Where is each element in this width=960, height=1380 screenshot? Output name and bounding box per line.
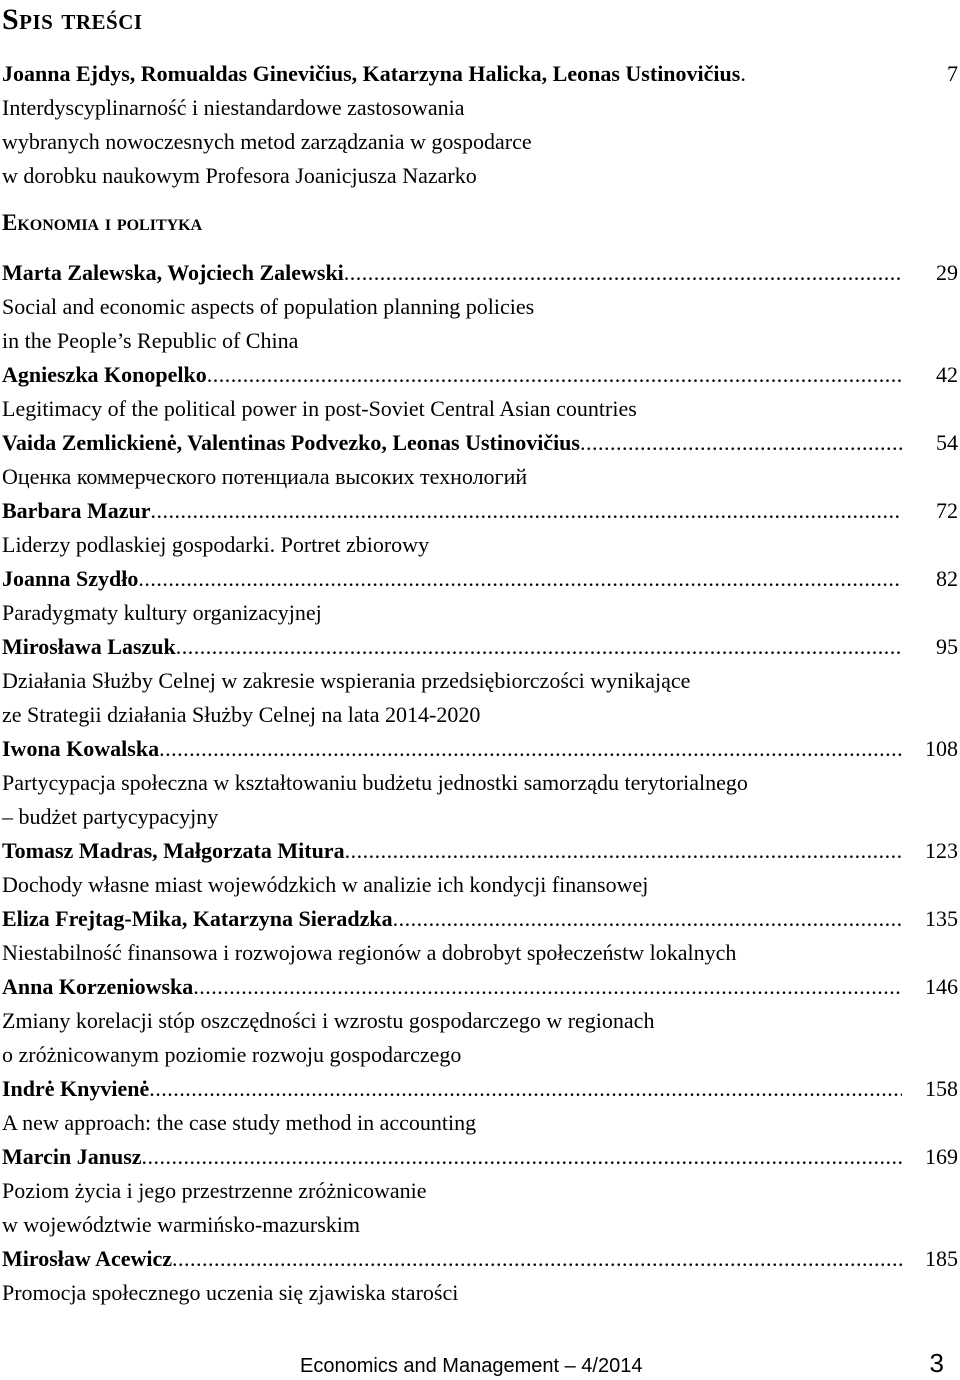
toc-title-line: in the People’s Republic of China: [2, 328, 299, 353]
toc-page-number: 169: [925, 1144, 958, 1169]
toc-title-line: Оценка коммерческого потенциала высоких технологий: [2, 464, 528, 489]
toc-leader: [393, 902, 902, 936]
toc-author-line: [2, 426, 958, 460]
toc-leader: [345, 834, 902, 868]
toc-title-line: Social and economic aspects of population planning policies: [2, 294, 535, 319]
toc-leader: [159, 732, 902, 766]
toc-author-line: [2, 1072, 958, 1106]
toc-title-line: Interdyscyplinarność i niestandardowe zastosowania: [2, 95, 465, 120]
toc-author-line: [2, 562, 958, 596]
toc-author: Indrė Knyvienė: [2, 1076, 150, 1101]
toc-author: Joanna Ejdys, Romualdas Ginevičius, Katarzyna Halicka, Leonas Ustinovičius: [2, 61, 741, 86]
toc-title-line: Zmiany korelacji stóp oszczędności i wzrostu gospodarczego w regionach: [2, 1008, 655, 1033]
toc-author: Vaida Zemlickienė, Valentinas Podvezko, Leonas Ustinovičius: [2, 430, 580, 455]
toc-leader: [580, 426, 902, 460]
toc-title-line: Dochody własne miast wojewódzkich w analizie ich kondycji finansowej: [2, 872, 649, 897]
toc-title-line: wybranych nowoczesnych metod zarządzania w gospodarce: [2, 129, 532, 154]
toc-author-line: [2, 732, 958, 766]
toc-author: Iwona Kowalska: [2, 736, 160, 761]
toc-leader: [193, 970, 902, 1004]
toc-author-line: [2, 970, 958, 1004]
toc-title-line: Działania Służby Celnej w zakresie wspierania przedsiębiorczości wynikające: [2, 668, 691, 693]
toc-author: Agnieszka Konopelko: [2, 362, 207, 387]
toc-title-line: w dorobku naukowym Profesora Joanicjusza Nazarko: [2, 163, 477, 188]
toc-page-number: 158: [925, 1076, 958, 1101]
toc-page-number: 146: [925, 974, 958, 999]
toc-author-line: [2, 494, 958, 528]
toc-title-line: o zróżnicowanym poziomie rozwoju gospodarczego: [2, 1042, 462, 1067]
toc-title-line: Promocja społecznego uczenia się zjawiska starości: [2, 1280, 459, 1305]
toc-page-number: 95: [936, 634, 958, 659]
toc-title-line: – budżet partycypacyjny: [2, 804, 219, 829]
page-footer: [300, 1348, 956, 1378]
footer-journal: Economics and Management – 4/2014: [300, 1355, 643, 1377]
toc-page-number: 42: [936, 362, 958, 387]
toc-leader: [150, 494, 902, 528]
toc-page-number: 108: [925, 736, 958, 761]
toc-author-line: [2, 57, 958, 91]
toc-author: Mirosław Acewicz: [2, 1246, 173, 1271]
toc-author-line: [2, 358, 958, 392]
section-heading: Ekonomia i polityka: [2, 210, 203, 235]
toc-page-number: 54: [936, 430, 958, 455]
toc-title-line: ze Strategii działania Służby Celnej na lata 2014-2020: [2, 702, 481, 727]
toc-page-number: 123: [925, 838, 958, 863]
toc-author-line: [2, 1140, 958, 1174]
toc-author-line: [2, 256, 958, 290]
page-title: Spis treści: [2, 3, 143, 36]
toc-leader: [207, 358, 902, 392]
toc-author: Mirosława Laszuk: [2, 634, 176, 659]
toc-author: Anna Korzeniowska: [2, 974, 194, 999]
toc-title-line: Niestabilność finansowa i rozwojowa regionów a dobrobyt społeczeństw lokalnych: [2, 940, 737, 965]
toc-leader: [142, 1140, 902, 1174]
toc-leader: .: [740, 61, 746, 86]
toc-author-line: [2, 834, 958, 868]
toc-author: Marta Zalewska, Wojciech Zalewski: [2, 260, 344, 285]
toc-title-line: A new approach: the case study method in accounting: [2, 1110, 477, 1135]
toc-author-line: [2, 1242, 958, 1276]
toc-page-number: 7: [947, 61, 958, 86]
toc-title-line: Paradygmaty kultury organizacyjnej: [2, 600, 322, 625]
toc-title-line: Liderzy podlaskiej gospodarki. Portret zbiorowy: [2, 532, 430, 557]
toc-page-number: 135: [925, 906, 958, 931]
toc-leader: [344, 256, 902, 290]
toc-author: Marcin Janusz: [2, 1144, 142, 1169]
toc-author: Joanna Szydło: [2, 566, 139, 591]
toc-author: Tomasz Madras, Małgorzata Mitura: [2, 838, 345, 863]
toc-page-number: 82: [936, 566, 958, 591]
toc-leader: [138, 562, 902, 596]
toc-author: Eliza Frejtag-Mika, Katarzyna Sieradzka: [2, 906, 393, 931]
toc-author-line: [2, 902, 958, 936]
toc-title-line: w województwie warmińsko-mazurskim: [2, 1212, 361, 1237]
toc-page-number: 72: [936, 498, 958, 523]
toc-title-line: Partycypacja społeczna w kształtowaniu budżetu jednostki samorządu terytorialnego: [2, 770, 748, 795]
toc-author-line: [2, 630, 958, 664]
toc-page-number: 29: [936, 260, 958, 285]
toc-leader: [172, 1242, 902, 1276]
toc-leader: [176, 630, 902, 664]
toc-title-line: Poziom życia i jego przestrzenne zróżnicowanie: [2, 1178, 427, 1203]
toc-title-line: Legitimacy of the political power in post-Soviet Central Asian countries: [2, 396, 637, 421]
toc-author: Barbara Mazur: [2, 498, 151, 523]
footer-page-number: 3: [929, 1348, 944, 1378]
toc-page-number: 185: [925, 1246, 958, 1271]
toc-leader: [149, 1072, 902, 1106]
